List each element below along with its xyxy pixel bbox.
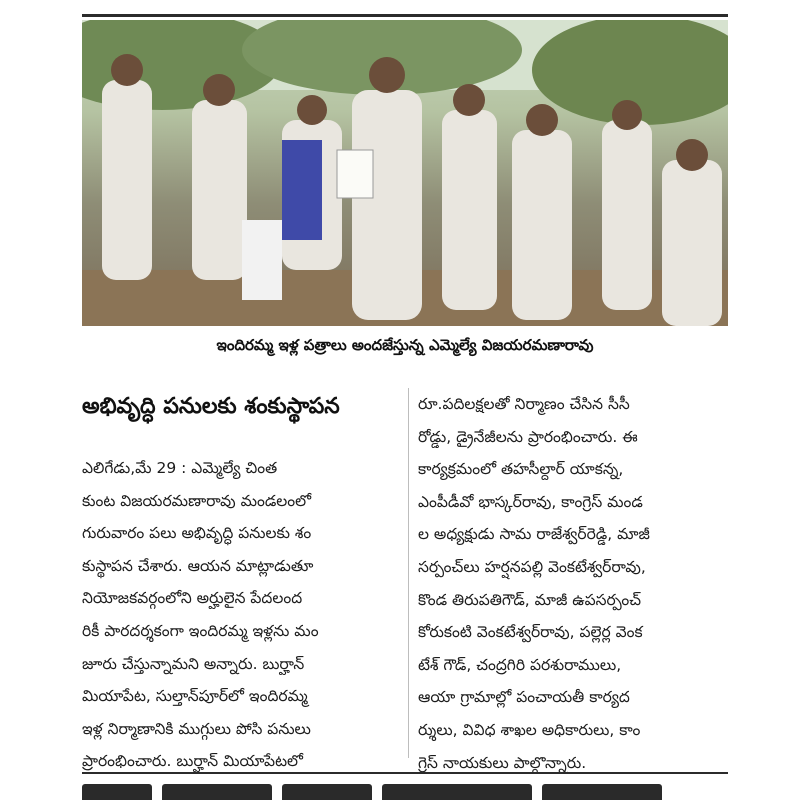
text-line: ఎంపీడీవో భాస్కర్‌రావు, కాంగ్రెస్ మండ xyxy=(418,492,643,511)
text-line: కుంట విజయరమణారావు మండలంలో xyxy=(82,491,312,510)
text-line: జూరు చేస్తున్నామని అన్నారు. బుర్హాన్ xyxy=(82,654,305,673)
text-line: ఎలిగేడు,మే 29 : ఎమ్మెల్యే చింత xyxy=(82,459,278,477)
text-line: ఆయా గ్రామాల్లో పంచాయతీ కార్యద xyxy=(418,688,630,707)
right-column xyxy=(418,388,730,779)
text-line: ల అధ్యక్షుడు సామ రాజేశ్వర్‌రెడ్డి, మాజీ xyxy=(418,525,650,544)
next-headline-cropped xyxy=(82,784,728,800)
text-line: కుస్థాపన చేశారు. ఆయన మాట్లాడుతూ xyxy=(82,556,314,575)
photo-caption: ఇందిరమ్మ ఇళ్ల పత్రాలు అందజేస్తున్న ఎమ్మెల్యే విజయరమణారావు xyxy=(216,336,594,354)
text-line: రికీ పారదర్శకంగా ఇందిరమ్మ ఇళ్లను మం xyxy=(82,621,319,640)
headline: అభివృద్ధి పనులకు శంకుస్థాపన xyxy=(82,394,340,419)
text-line: ప్రారంభించారు. బుర్హాన్ మియాపేటలో xyxy=(82,752,303,771)
text-line: టేశ్ గౌడ్, చంద్రగిరి పరశురాములు, xyxy=(418,655,622,674)
text-line: ఇళ్ల నిర్మాణానికి ముగ్గులు పోసి పనులు xyxy=(82,719,311,738)
text-line: కార్యక్రమంలో తహసీల్దార్ యాకన్న, xyxy=(418,460,624,479)
text-line: సర్పంచ్‌లు హర్షనపల్లి వెంకటేశ్వర్‌రావు, xyxy=(418,557,646,576)
text-line: కొండ తిరుపతిగౌడ్, మాజీ ఉపసర్పంచ్ xyxy=(418,590,641,609)
text-line: నియోజకవర్గంలోని అర్హులైన పేదలంద xyxy=(82,589,303,608)
photo-illustration xyxy=(82,20,728,326)
left-column xyxy=(82,452,400,778)
top-rule xyxy=(82,14,728,17)
bottom-rule xyxy=(82,772,728,774)
column-divider xyxy=(408,388,409,758)
text-line: రూ.పదిలక్షలతో నిర్మాణం చేసిన సీసీ xyxy=(418,395,630,413)
text-line: కోరుకంటి వెంకటేశ్వర్‌రావు, పల్లెర్ల వెంక xyxy=(418,623,643,642)
text-line: గ్రెస్ నాయకులు పాల్గొన్నారు. xyxy=(418,753,587,772)
text-line: రోడ్డు, డ్రైనేజీలను ప్రారంభించారు. ఈ xyxy=(418,427,638,446)
text-line: ర్శులు, వివిధ శాఖల అధికారులు, కాం xyxy=(418,720,641,739)
text-line: గురువారం పలు అభివృద్ధి పనులకు శం xyxy=(82,524,312,543)
news-photo xyxy=(82,20,728,326)
text-line: మియాపేట, సుల్తాన్‌పూర్‌లో ఇందిరమ్మ xyxy=(82,687,308,706)
